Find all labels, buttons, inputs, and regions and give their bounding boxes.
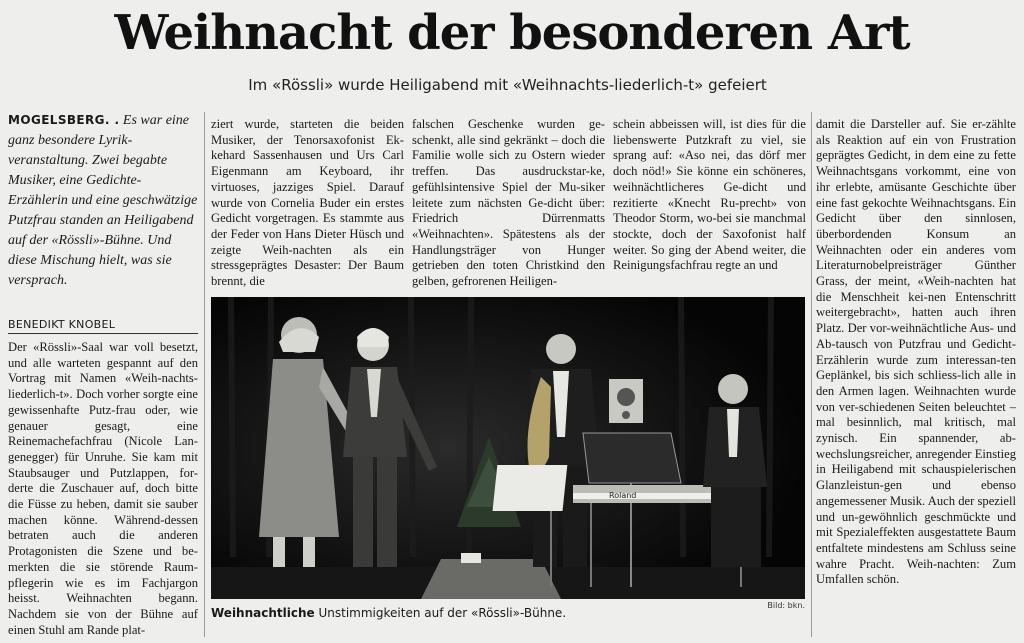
caption-bold: Weihnachtliche [211, 606, 315, 620]
speaker-icon [609, 379, 643, 423]
caption-text: Unstimmigkeiten auf der «Rössli»-Bühne. [314, 606, 567, 620]
subheadline: Im «Rössli» wurde Heiligabend mit «Weihnachts-liederlich-t» gefeiert [248, 76, 767, 94]
text-column-3 [412, 117, 605, 295]
text-column-5 [816, 117, 1016, 640]
column-text: falschen Geschenke wurden ge-schenkt, alle sind gekränkt – doch die Familie wolle sich zu Ostern wieder treffen. Das ausdruckstar-ke, gefühlsintensive Spiel der Mu-siker leitete zum nächsten Ge-dicht über: Friedrich Dürrenmatts «Weihnachten». Spätestens als der Handlungsträger von Hunger getrieben den toten Christkind den gelben, gefrorenen Heiligen- [412, 117, 605, 289]
column-text: ziert wurde, starteten die beiden Musiker, der Tenorsaxofonist Ek-kehard Sassenhausen und Urs Carl Eigenmann am Keyboard, ihr virtuoses, jazziges Spiel. Darauf wurde von Cornelia Buder ein erstes Gedicht vorgetragen. Es stammte aus der Feder von Hans Dieter Hüsch und zeigte Weih-nachten als ein stressgeprägtes Desaster: Der Baum brennt, die [211, 117, 404, 289]
byline: BENEDIKT KNOBEL [8, 318, 198, 334]
text-column-4 [613, 117, 806, 295]
stage-illustration [211, 297, 805, 599]
column-text: damit die Darsteller auf. Sie er-zählte als Reaktion auf ein von Frustration geprägtes Gedicht, in dem eine zu fette Weihnachtsgans vorkommt, eine von ihr erlebte, amüsante Geschichte über eine fast gekochte Weihnachtsgans. Ein Gedicht über den sinnlosen, überbordenden Konsum an Weihnachten oder ein anderes vom Literaturnobelpreisträger Günther Grass, der meint, «Weih-nachten hat die Menschheit kei-nen Entenschritt weitergebracht», hatten auch ihren Platz. Der vor-weihnächtliche Aus- und Ab-tausch von Putzfrau und Gedicht-Erzählerin wurde zum interessan-ten Geplänkel, bis sich schliess-lich alle in den Armen lagen. Weihnachten wurde von ver-schiedenen Seiten beleuchtet – mal besinnlich, mal kritisch, mal zynisch. Ein spannender, ab-wechslungsreicher, anregender Einstieg in Heiligabend mit schauspielerischen Glanzleistun-gen und ebenso angemessener Musik. Auch der speziell und un-gewöhnlich geschmückte und mit Spezialeffekten ausgestattete Baum entfaltete mindestens am Schluss seine wahre Pracht. Weih-nachten: Zum Umfallen schön. [816, 117, 1016, 587]
column-text: schein abbeissen will, ist dies für die liebenswerte Putzkraft zu viel, sie sprang auf: «Aso nei, das dörf mer doch nöd!» Sie könne ein schöneres, weihnächtlicheres Ge-dicht und rezitierte «Knecht Ru-precht» von Theodor Storm, wo-bei sie manchmal stockte, doch der Saxofonist half weiter. So ging der Abend weiter, die Reinigungsfachfrau regte an und [613, 117, 806, 273]
photo-credit: Bild: bkn. [767, 601, 805, 610]
keyboard-brand: Roland [609, 491, 637, 500]
column-divider [204, 112, 205, 637]
column-divider [811, 112, 812, 637]
dateline: MOGELSBERG. . [8, 113, 120, 127]
lead-text: Es war eine ganz besondere Lyrik-veranstaltung. Zwei begabte Musiker, eine Gedichte-Erzählerin und eine geschwätzige Putzfrau standen an Heiligabend auf der «Rössli»-Bühne. Und diese Mischung hielt, was sie versprach. [8, 113, 198, 288]
photo-caption [211, 606, 651, 620]
column-text: Der «Rössli»-Saal war voll besetzt, und alle warteten gespannt auf den Vortrag mit Namen «Weih-nachts-liederlich-t». Doch vorher sorgte eine gewissenhafte Putz-frau oder, wie genauer gesagt, eine Reinemachefachfrau (Nicole Lan-genegger) für Unruhe. Sie kam mit Staubsauger und Putzlappen, for-derte die Zuschauer auf, doch bitte die Füsse zu heben, damit sie sauber machen könne. Während-dessen betraten auch die anderen Protagonisten die Szene und be-merkten die sie störende Raum-pflegerin wie es im Fachjargon heisst. Weihnachten begann. Nachdem sie von der Bühne auf einen Stuhl am Rande plat- [8, 340, 198, 637]
headline: Weihnacht der besonderen Art [114, 5, 910, 61]
text-column-1 [8, 340, 198, 640]
lead-paragraph [8, 110, 198, 310]
stage-photo [211, 297, 805, 599]
text-column-2 [211, 117, 404, 295]
